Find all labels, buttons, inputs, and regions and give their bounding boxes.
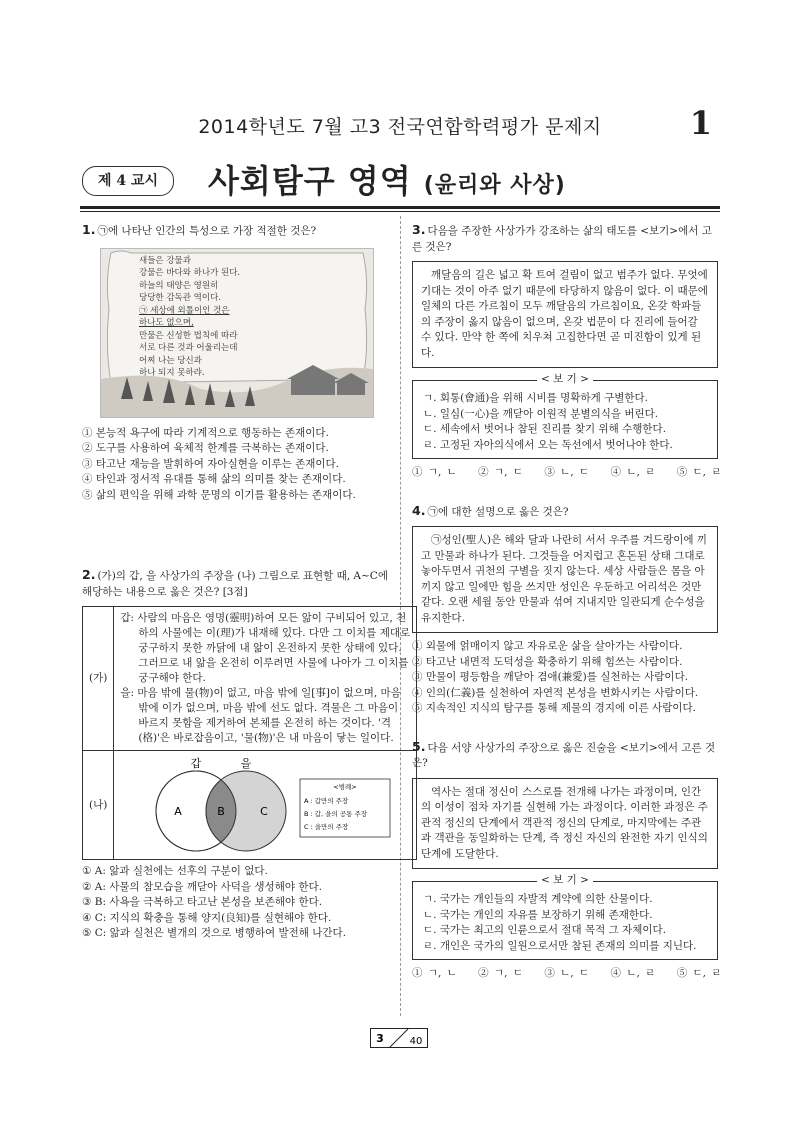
region-b: B bbox=[217, 805, 226, 818]
question-1-stem: 1. ㉠에 나타난 인간의 특성으로 가장 적절한 것은? bbox=[82, 222, 317, 237]
header-rule bbox=[80, 206, 720, 209]
bogi-item: ㄷ. 국가는 최고의 인륜으로서 절대 목적 그 자체이다. bbox=[423, 924, 667, 936]
subject-title bbox=[208, 156, 566, 202]
bogi-item: ㄹ. 개인은 국가의 일원으로서만 참된 존재의 의미를 지닌다. bbox=[423, 939, 697, 952]
question-3 bbox=[412, 222, 722, 481]
question-2 bbox=[82, 567, 411, 942]
option[interactable]: ① 외물에 얽매이지 않고 자유로운 삶을 살아가는 사람이다. bbox=[412, 640, 683, 652]
region-c: C bbox=[260, 805, 269, 818]
option[interactable]: ④ 인의(仁義)를 실천하여 자연적 본성을 변화시키는 사람이다. bbox=[412, 686, 699, 699]
answer-choice[interactable]: ③ ㄴ, ㄷ bbox=[544, 466, 590, 478]
option[interactable]: ② A: 사물의 참모습을 깨닫아 사덕을 생성해야 한다. bbox=[82, 880, 322, 893]
question-2-options bbox=[82, 864, 390, 942]
option[interactable]: ⑤ 지속적인 지식의 탐구를 통해 제물의 경지에 이른 사람이다. bbox=[412, 702, 696, 714]
answer-choice[interactable]: ⑤ ㄷ, ㄹ bbox=[676, 466, 722, 478]
answer-choice[interactable]: ② ㄱ, ㄷ bbox=[478, 466, 523, 478]
bogi-title: < 보 기 > bbox=[537, 373, 593, 385]
question-1 bbox=[82, 222, 390, 503]
answer-choice[interactable]: ② ㄱ, ㄷ bbox=[478, 967, 523, 979]
option[interactable]: ④ 타인과 정서적 유대를 통해 삶의 의미를 찾는 존재이다. bbox=[82, 473, 346, 485]
legend-c: C : 을만의 주장 bbox=[304, 823, 349, 831]
question-4-stem: 4. ㉠에 대한 설명으로 옳은 것은? bbox=[412, 502, 569, 518]
legend-a: A : 갑만의 주장 bbox=[304, 797, 349, 805]
answer-choice[interactable]: ④ ㄴ, ㄹ bbox=[610, 967, 656, 979]
poem-text: 새들은 강물과 강물은 바다와 하나가 된다. 하늘의 태양은 영원히 당당한 감독관 역이다. ㉠ 세상에 외톨이인 것은 하나도 없으며, 만물은 신성한 법칙에 따라 서로 다른 것과 어울리는데 어찌 나는 당신과 하나 되지 못하랴. bbox=[139, 255, 241, 378]
page-total: 40 bbox=[409, 1036, 423, 1047]
session-badge: 제 4 교시 bbox=[82, 166, 174, 196]
answer-choice[interactable]: ① ㄱ, ㄴ bbox=[412, 466, 457, 478]
venn-svg bbox=[120, 755, 410, 855]
question-3-stem: 3. 다음을 주장한 사상가가 강조하는 삶의 태도를 <보기>에서 고른 것은? bbox=[412, 222, 712, 253]
bogi-item: ㄴ. 일심(一心)을 깨닫아 이원적 분별의식을 버린다. bbox=[423, 407, 659, 420]
eul-statement: 을: 마음 밖에 물(物)이 없고, 마음 밖에 일[事]이 없으며, 마음 밖에 이가 없으며, 마음 밖에 선도 없다. 격물은 그 마음이 바르지 못함을 제거하여 본체를 온전히 하는 것이다. '격(格)'은 바로잡음이고, '물(物)'은 내 마음이 닿는 일이다. bbox=[120, 687, 401, 744]
question-5-stem: 5. 다음 서양 사상가의 주장으로 옳은 진술을 <보기>에서 고른 것은? bbox=[412, 738, 716, 769]
header-rule-thin bbox=[80, 211, 720, 212]
option[interactable]: ④ C: 지식의 확충을 통해 양지(良知)를 실현해야 한다. bbox=[82, 911, 332, 924]
bogi-item: ㄱ. 회통(會通)을 위해 시비를 명확하게 구별한다. bbox=[423, 392, 648, 404]
answer-choice[interactable]: ③ ㄴ, ㄷ bbox=[544, 967, 590, 979]
question-1-options bbox=[82, 426, 390, 504]
question-2-table bbox=[82, 606, 417, 860]
option[interactable]: ① A: 앎과 실천에는 선후의 구분이 없다. bbox=[82, 865, 268, 877]
question-5-bogi bbox=[412, 874, 718, 960]
option[interactable]: ⑤ 삶의 편익을 위해 과학 문명의 이기를 활용하는 존재이다. bbox=[82, 488, 356, 501]
poem-illustration bbox=[100, 248, 374, 418]
page-current: 3 bbox=[376, 1032, 384, 1045]
venn-diagram bbox=[120, 755, 410, 855]
venn-label-eul: 을 bbox=[241, 757, 252, 770]
option[interactable]: ② 타고난 내면적 도덕성을 확충하기 위해 힘쓰는 사람이다. bbox=[412, 655, 683, 668]
answer-choice[interactable]: ① ㄱ, ㄴ bbox=[412, 967, 457, 979]
left-column bbox=[82, 222, 411, 942]
marked-line: ㉠ 세상에 외톨이인 것은 bbox=[139, 305, 230, 316]
bogi-title: < 보 기 > bbox=[537, 874, 593, 886]
option[interactable]: ① 본능적 욕구에 따라 기계적으로 행동하는 존재이다. bbox=[82, 426, 329, 439]
page-counter-box bbox=[370, 1028, 428, 1048]
exam-title: 2014학년도 7월 고3 전국연합학력평가 문제지 bbox=[198, 116, 602, 138]
subject-sub: (윤리와 사상) bbox=[423, 173, 566, 198]
question-4-options bbox=[412, 639, 718, 717]
option[interactable]: ③ B: 사욕을 극복하고 타고난 본성을 보존해야 한다. bbox=[82, 896, 323, 908]
venn-label-gap: 갑 bbox=[191, 757, 202, 770]
question-3-bogi bbox=[412, 373, 718, 459]
region-a: A bbox=[174, 805, 183, 818]
bogi-item: ㄱ. 국가는 개인들의 자발적 계약에 의한 산물이다. bbox=[423, 893, 653, 905]
gap-statement: 갑: 사람의 마음은 영명(靈明)하여 모든 앎이 구비되어 있고, 천하의 사물에는 이(理)가 내재해 있다. 다만 그 이치를 제대로 궁구하지 못한 까닭에 내 앎이 온전하지 못한 상태에 있다. 그러므로 내 앎을 온전히 이루려면 사물에 나아가 그 이치를 궁구해야 한다. bbox=[120, 612, 411, 684]
question-5-passage: 역사는 절대 정신이 스스로를 전개해 나가는 과정이며, 인간의 이성이 점차 자기를 실현해 가는 과정이다. 이러한 과정은 주관적 정신의 단계에서 객관적 정신의 단계로, 마지막에는 주관과 객관을 동일화하는 단계, 즉 정신 자신의 완전한 자기 인식의 단계에 도달한다. bbox=[412, 778, 718, 870]
ga-label: (가) bbox=[83, 607, 114, 751]
bogi-item: ㄹ. 고정된 자아의식에서 오는 독선에서 벗어나야 한다. bbox=[423, 438, 673, 451]
page-number: 1 bbox=[689, 104, 712, 142]
question-3-answers bbox=[412, 465, 722, 481]
subject-main: 사회탐구 영역 bbox=[208, 162, 412, 200]
question-4-passage: ㉠성인(聖人)은 해와 달과 나란히 서서 우주를 겨드랑이에 끼고 만물과 하나가 된다. 그것들을 어지럽고 혼돈된 상태 그대로 놓아두면서 귀천의 구별을 짓지 않는다. 세상 사람들은 몸을 아끼지 않고 일에만 힘을 쓰지만 성인은 우둔하고 어리석은 것만 같다. 오랜 세월 동안 만물과 섞여 지내지만 일관되게 순수성을 유지한다. bbox=[412, 526, 718, 633]
option[interactable]: ⑤ C: 앎과 실천은 별개의 것으로 병행하여 발전해 나간다. bbox=[82, 927, 347, 939]
answer-choice[interactable]: ④ ㄴ, ㄹ bbox=[610, 466, 656, 478]
option[interactable]: ③ 타고난 재능을 발휘하여 자아실현을 이루는 존재이다. bbox=[82, 457, 340, 470]
bogi-item: ㄷ. 세속에서 벗어나 참된 진리를 찾기 위해 수행한다. bbox=[423, 423, 667, 435]
question-2-stem: 2. (가)의 갑, 을 사상가의 주장을 (나) 그림으로 표현할 때, A~C에 해당하는 내용으로 옳은 것은? [3점] bbox=[82, 567, 388, 598]
na-label: (나) bbox=[83, 751, 114, 860]
question-4 bbox=[412, 503, 718, 717]
question-5 bbox=[412, 738, 722, 982]
legend-b: B : 갑, 을의 공통 주장 bbox=[304, 810, 368, 818]
legend-title: <범례> bbox=[333, 783, 358, 791]
right-column bbox=[412, 222, 722, 982]
question-5-answers bbox=[412, 966, 722, 982]
bogi-item: ㄴ. 국가는 개인의 자유를 보장하기 위해 존재한다. bbox=[423, 908, 653, 921]
option[interactable]: ② 도구를 사용하여 육체적 한계를 극복하는 존재이다. bbox=[82, 442, 329, 454]
answer-choice[interactable]: ⑤ ㄷ, ㄹ bbox=[676, 967, 722, 979]
question-3-passage: 깨달음의 길은 넓고 확 트여 걸림이 없고 범주가 없다. 무엇에 기대는 것이 아주 없기 때문에 타당하지 않음이 없다. 이 때문에 일체의 다른 가르침이 모두 깨달음의 가르침이요, 온갖 학파들의 주장이 옳지 않음이 없으며, 온갖 법문이 다 진리에 들어갈 수 있다. 만약 한 쪽에 치우쳐 고집한다면 곧 미진함이 있게 된다. bbox=[412, 261, 718, 368]
page-counter bbox=[370, 1028, 428, 1048]
option[interactable]: ③ 만물이 평등함을 깨닫아 겸애(兼愛)를 실천하는 사람이다. bbox=[412, 671, 689, 683]
